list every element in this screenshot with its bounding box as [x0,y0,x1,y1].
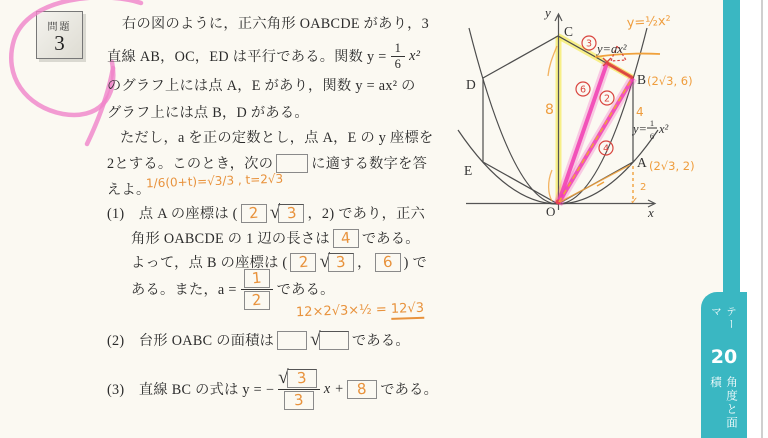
answer-box [290,253,316,272]
q1-text: よって，点 B の座標は ( [131,255,288,271]
handwritten-check: ✓ [630,196,639,207]
intro-line-2 [107,40,420,72]
q3-text: x + [323,380,345,397]
answer-box [284,391,314,410]
answer-box [241,204,267,223]
circled-6: 6 [579,84,587,96]
handwritten-answer: 8 [356,379,368,398]
q3-text: である。 [380,382,439,398]
handwritten-answer: 2 [250,290,263,309]
radical-sign: √ [269,201,281,223]
q1-text: ，2) であり，正六 [307,206,426,222]
handwritten-expression: 12×2√3×½ = [295,302,388,321]
handwritten-half-x2: y=½x² [626,13,672,31]
q1-text: ) で [403,255,428,271]
handwritten-2: 2 [640,182,647,193]
intro-text: グラフ上には点 B，D がある。 [107,105,309,121]
handwritten-answer: 3 [285,203,298,222]
intro-line-5 [120,126,434,148]
fraction-one-sixth [391,42,406,70]
origin-label: O [546,204,556,219]
fraction-bar [241,289,273,290]
intro-text: ただし，a を正の定数とし，点 A，E の y 座標を [120,130,434,146]
answer-box [287,369,317,388]
curve-label-sixth-post: x² [659,122,669,136]
intro-text: 直線 AB，OC，ED は平行である。関数 y = [107,49,387,65]
handwritten-answer: 2 [247,203,260,222]
stray-orange-stroke [549,170,552,201]
answer-box-empty [319,331,349,350]
point-E-label: E [464,163,473,178]
answer-box-empty [276,154,308,173]
q1-text: (1) 点 A の座標は ( [107,206,238,222]
handwritten-result-underlined: 12√3 [391,301,425,320]
curve-label-sixth-num: 1 [649,118,655,128]
circled-4: 4 [602,143,610,155]
radical-box [278,366,320,388]
answer-box [278,204,304,223]
radical-box [269,201,308,223]
theme-number: 20 [710,346,738,369]
q1-line-2 [131,227,420,249]
intro-text: えよ。 [107,182,151,198]
problem-number: 3 [54,30,65,55]
q2-line [107,329,410,351]
answer-box [347,380,377,399]
q1-text: ， [357,255,372,271]
radical-sign: √ [310,328,321,350]
handwritten-8: 8 [545,102,554,118]
intro-text: x² [409,47,421,64]
point-D-label: D [466,77,476,92]
radical-sign: √ [319,250,331,272]
theme-title: 角度と面積 [709,376,739,431]
intro-line-3 [107,74,416,96]
intro-text: 右の図のように，正六角形 OABCDE があり，3 [122,16,430,32]
q1-line-4 [131,268,335,309]
hexagon-parabola-graph [452,4,720,220]
point-B-label: B [637,72,647,87]
fraction-slope [278,366,320,410]
radical-sign: √ [278,366,289,388]
answer-box-empty [277,331,307,350]
intro-text: に適する数字を答 [311,156,428,172]
fraction-answer-a [241,269,273,310]
curve-label-sixth-pre: y= [633,122,647,136]
q3-text: (3) 直線 BC の式は y = − [107,382,275,398]
theme-tab [701,292,747,438]
q2-text: である。 [351,333,410,349]
y-axis-label: y [545,5,551,20]
theme-label: テーマ [710,306,737,331]
handwritten-answer: 3 [296,368,308,387]
q1-text: ある。また，a = [131,282,237,298]
point-A-label: A [637,155,647,170]
curve-label-ax2: y=ax² [597,42,627,56]
q1-text: である。 [276,282,335,298]
intro-text: のグラフ上には点 A，E があり，関数 y = ax² の [107,78,416,94]
handwritten-calculation: 1/6(0+t)=√3/3 , t=2√3 [145,171,284,191]
handwritten-answer: 4 [340,228,352,247]
radical-box [319,250,357,272]
circled-3: 3 [585,38,593,50]
fraction-bar [278,389,320,390]
q1-line-1 [107,202,425,224]
intro-line-6 [107,152,427,174]
q3-line [107,366,439,409]
handwritten-B-coords: (2√3, 6) [647,74,693,88]
fraction-denominator: 6 [394,56,402,71]
answer-box [244,291,270,310]
fraction-numerator: 1 [394,41,402,55]
handwritten-calculation-2 [296,301,424,320]
page-edge-line [761,0,763,438]
handwritten-answer: 2 [297,252,310,271]
q1-text: である。 [361,231,420,247]
answer-box [333,229,359,248]
answer-box [244,269,270,288]
answer-box [328,253,354,272]
handwritten-answer: 1 [250,268,263,287]
radical-box [310,328,352,350]
intro-line-1 [122,12,429,34]
handwritten-answer: 3 [335,252,347,271]
q1-line-3 [131,251,427,273]
intro-text: 2とする。このとき，次の [107,156,274,172]
handwritten-answer: 3 [293,390,305,409]
answer-box [375,253,401,272]
handwritten-4: 4 [636,105,644,119]
problem-badge-label: 問題 [47,21,72,33]
q1-text: 角形 OABCDE の 1 辺の長さは [131,231,330,247]
handwritten-A-coords: (2√3, 2) [649,159,695,173]
handwritten-answer: 6 [381,252,394,271]
curve-label-sixth-den: 6 [649,131,655,141]
q2-text: (2) 台形 OABC の面積は [107,333,275,349]
intro-line-7 [107,178,150,200]
intro-line-4 [107,101,309,123]
circled-2: 2 [603,93,611,105]
x-axis-label: x [648,205,654,220]
point-C-label: C [564,24,574,39]
theme-stripe [723,0,740,300]
